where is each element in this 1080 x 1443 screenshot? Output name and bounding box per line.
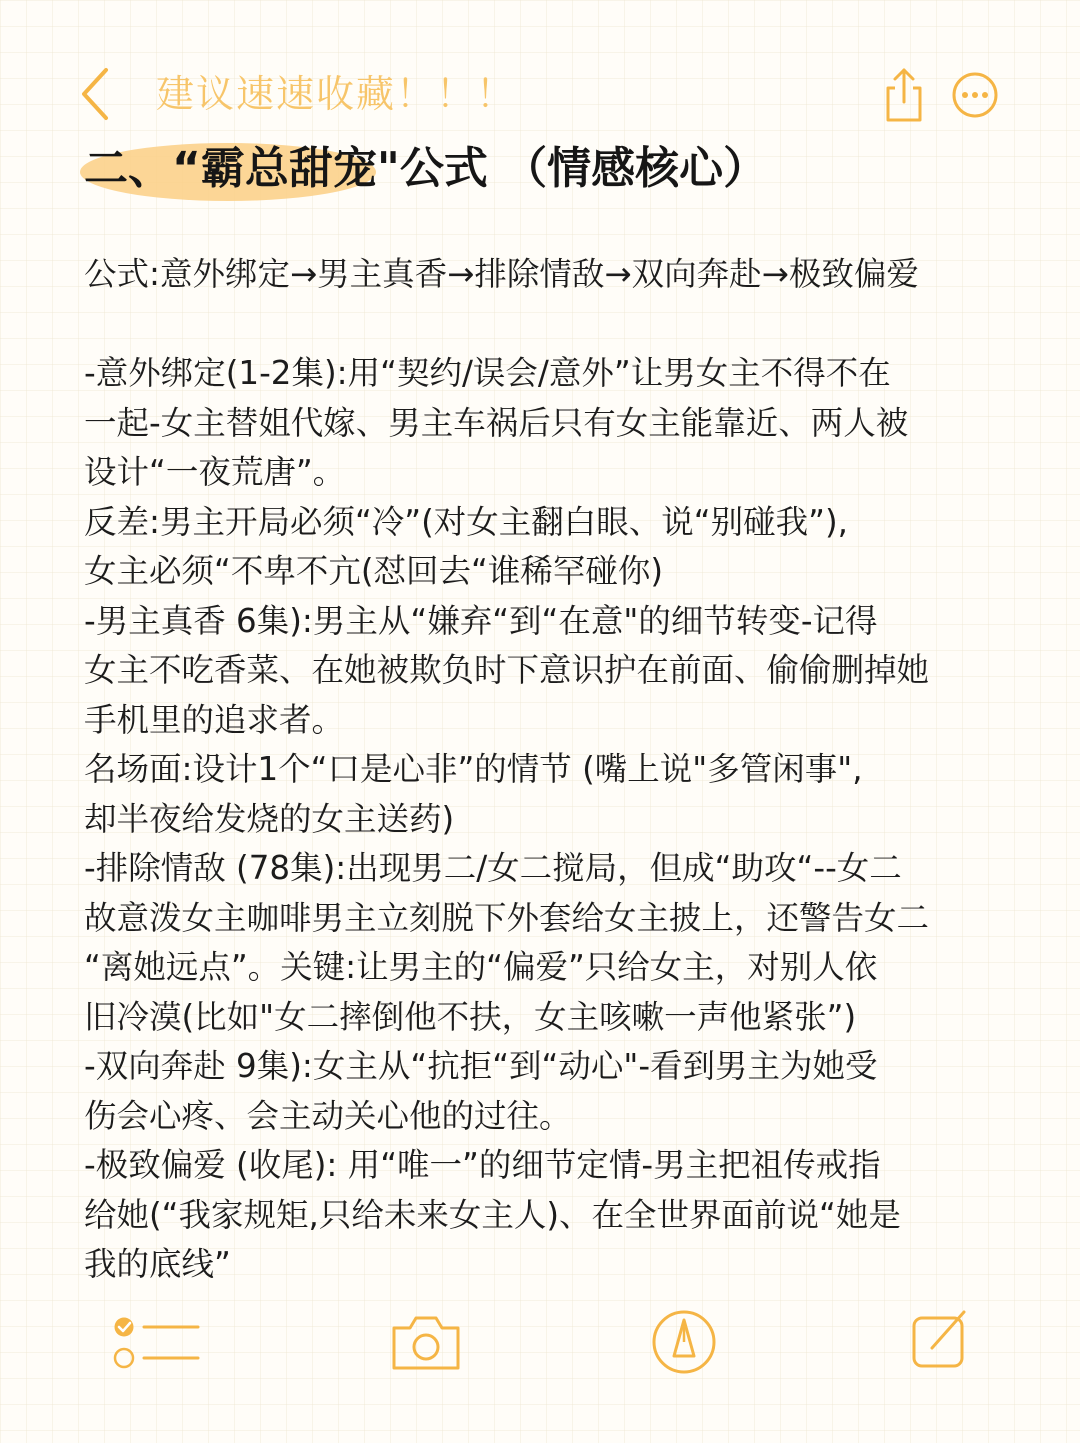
markup-button[interactable] (650, 1308, 718, 1376)
share-icon (878, 64, 930, 124)
heading-block (84, 135, 984, 205)
body-line: -排除情敌 (78集):出现男二/女二搅局，但成“助攻“--女二 (84, 849, 902, 887)
body-line: 设计“一夜荒唐”。 (84, 453, 346, 491)
body-line: 却半夜给发烧的女主送药) (84, 799, 455, 838)
body-line: -极致偏爱 (收尾): 用“唯一”的细节定情-男主把祖传戒指 (84, 1146, 881, 1184)
bottom-toolbar (0, 1300, 1080, 1390)
body-line: 女主必须“不卑不亢(怼回去“谁稀罕碰你) (84, 552, 664, 590)
camera-icon (388, 1314, 464, 1372)
body-line: 故意泼女主咖啡男主立刻脱下外套给女主披上，还警告女二 (84, 898, 930, 937)
body-line: 给她(“我家规矩,只给未来女主人)、在全世界面前说“她是 (84, 1195, 901, 1234)
body-line: 旧冷漠(比如"女二摔倒他不扶，女主咳嗽一声他紧张”) (84, 997, 857, 1036)
back-button[interactable] (70, 62, 130, 126)
body-line: 一起-女主替姐代嫁、男主车祸后只有女主能靠近、两人被 (84, 403, 909, 442)
section-heading: 二、“霸总甜宠"公式 （情感核心） (84, 143, 768, 194)
note-title: 建议速速收藏！！！ (156, 72, 517, 116)
body-line: 女主不吃香菜、在她被欺负时下意识护在前面、偷偷删掉她 (84, 651, 930, 689)
checklist-icon (110, 1312, 204, 1374)
share-button[interactable] (878, 64, 930, 124)
more-icon (950, 70, 1000, 120)
body-line: 公式:意外绑定→男主真香→排除情敌→双向奔赴→极致偏爱 (84, 255, 919, 293)
body-line: 手机里的追求者。 (84, 700, 345, 739)
body-line: 我的底线” (84, 1245, 231, 1283)
camera-button[interactable] (388, 1314, 464, 1372)
checklist-button[interactable] (110, 1312, 204, 1374)
body-line: -男主真香 6集):男主从“嫌弃“到“在意"的细节转变-记得 (84, 601, 878, 640)
more-button[interactable] (950, 70, 1000, 120)
body-line: -双向奔赴 9集):女主从“抗拒“到“动心"-看到男主为她受 (84, 1047, 878, 1085)
body-line: 反差:男主开局必须“冷”(对女主翻白眼、说“别碰我”), (84, 502, 848, 541)
body-line: “离她远点”。关键:让男主的“偏爱”只给女主，对别人依 (84, 948, 878, 986)
chevron-left-icon (70, 62, 130, 126)
compose-icon (910, 1306, 972, 1372)
note-body[interactable] (84, 250, 999, 1290)
body-line: 名场面:设计1个“口是心非”的情节 (嘴上说"多管闲事", (84, 750, 863, 788)
body-line: -意外绑定(1-2集):用“契约/误会/意外”让男女主不得不在 (84, 354, 891, 392)
compose-button[interactable] (910, 1306, 972, 1372)
body-line: 伤会心疼、会主动关心他的过往。 (84, 1096, 572, 1135)
top-bar (0, 0, 1080, 140)
pen-nib-icon (650, 1308, 718, 1376)
blank-line (84, 300, 999, 350)
